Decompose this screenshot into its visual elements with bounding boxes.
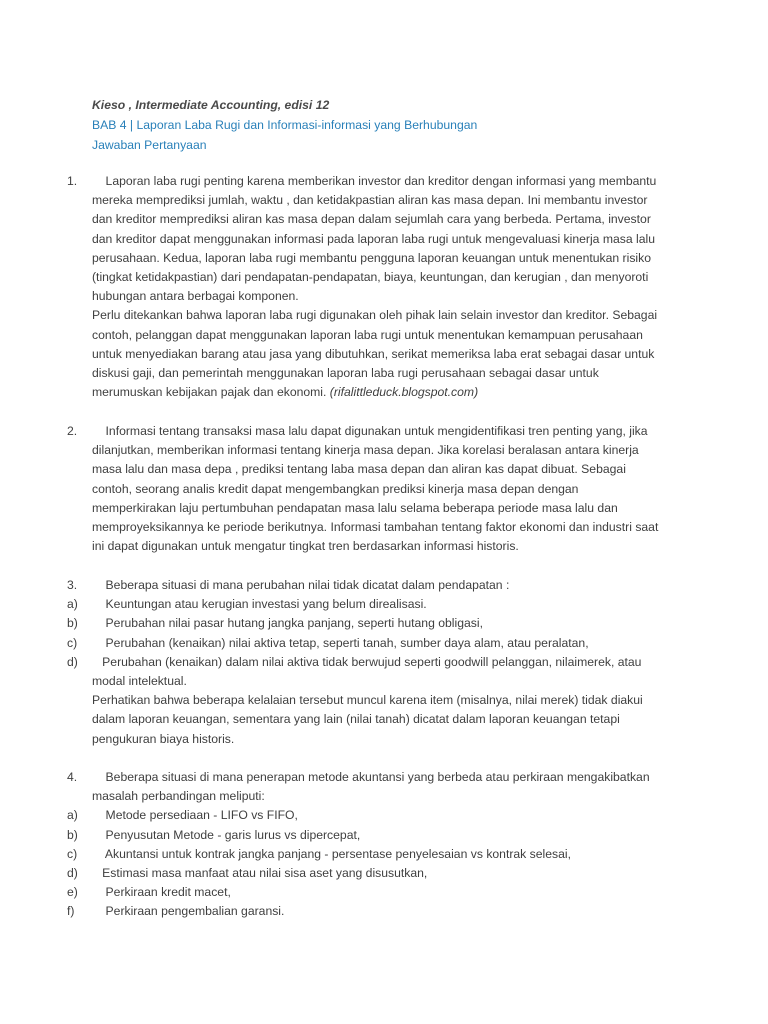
answer-intro: masalah perbandingan meliputi: <box>92 789 265 804</box>
list-label: c) <box>67 846 78 861</box>
answer-line <box>92 383 707 402</box>
answer-line: perusahaan. Kedua, laporan laba rugi membantu pengguna laporan keuangan untuk menentukan risiko <box>92 250 651 265</box>
answer-line: modal intelektual. <box>92 674 187 689</box>
list-label: b) <box>67 827 78 842</box>
answer-2 <box>67 422 707 556</box>
answer-line: ini dapat digunakan untuk mengatur tingkat tren berdasarkan informasi historis. <box>92 539 519 554</box>
book-title: Kieso , Intermediate Accounting, edisi 12 <box>92 98 330 112</box>
answer-number: 3. <box>67 578 78 592</box>
list-item <box>67 614 707 633</box>
answer-line-text: merumuskan kebijakan pajak dan ekonomi. <box>92 385 330 400</box>
list-item <box>67 864 707 883</box>
answer-line: contoh, seorang analis kredit dapat mengembangkan prediksi kinerja masa depan dengan <box>92 481 579 496</box>
list-label: a) <box>67 597 78 612</box>
list-label: e) <box>67 885 78 900</box>
answer-1 <box>67 172 707 402</box>
list-text: Perubahan (kenaikan) dalam nilai aktiva tidak berwujud seperti goodwill pelanggan, nilaimerek, atau <box>92 654 642 669</box>
list-item <box>67 653 707 672</box>
list-text: Perubahan (kenaikan) nilai aktiva tetap, seperti tanah, sumber daya alam, atau peralatan, <box>92 635 589 650</box>
list-item <box>67 595 707 614</box>
section-subtitle[interactable]: Jawaban Pertanyaan <box>92 138 207 152</box>
list-text: Perkiraan pengembalian garansi. <box>92 904 285 919</box>
answer-intro: Beberapa situasi di mana penerapan metode akuntansi yang berbeda atau perkiraan mengakibatkan <box>92 770 650 784</box>
list-label: d) <box>67 654 78 669</box>
answer-line: Perlu ditekankan bahwa laporan laba rugi digunakan oleh pihak lain selain investor dan kreditor. Sebagai <box>92 308 658 323</box>
answer-line: dilanjutkan, memberikan informasi tentang kinerja masa depan. Jika korelasi beralasan antara kinerja <box>92 443 639 458</box>
answer-4 <box>67 768 707 922</box>
answer-line: hubungan antara berbagai komponen. <box>92 289 299 304</box>
list-text: Metode persediaan - LIFO vs FIFO, <box>92 808 298 823</box>
list-label: d) <box>67 866 78 881</box>
answer-line: mereka memprediksi jumlah, waktu , dan ketidakpastian aliran kas masa depan. Ini membantu investor <box>92 193 648 208</box>
list-label: a) <box>67 808 78 823</box>
answer-line: memproyeksikannya ke periode berikutnya. Informasi tambahan tentang faktor ekonomi dan industri saat <box>92 520 659 535</box>
answer-line: dan kreditor memprediksi aliran kas masa depan dalam sejumlah cara yang berbeda. Pertama, investor <box>92 212 651 227</box>
answer-line: masa lalu dan masa depa , prediksi tentang laba masa depan dan aliran kas dapat dibuat. Sebagai <box>92 462 626 477</box>
list-label: c) <box>67 635 78 650</box>
answer-line: Informasi tentang transaksi masa lalu dapat digunakan untuk mengidentifikasi tren penting yang, jika <box>92 424 648 438</box>
list-label: b) <box>67 616 78 631</box>
answer-intro: Beberapa situasi di mana perubahan nilai tidak dicatat dalam pendapatan : <box>92 578 510 592</box>
answer-line: pengukuran biaya historis. <box>92 731 235 746</box>
answer-number: 1. <box>67 174 78 188</box>
list-text: Penyusutan Metode - garis lurus vs dipercepat, <box>92 827 361 842</box>
list-text: Akuntansi untuk kontrak jangka panjang - persentase penyelesaian vs kontrak selesai, <box>92 846 571 861</box>
answer-line: (tingkat ketidakpastian) dari pendapatan-pendapatan, biaya, keuntungan, dan kerugian , dan menyoroti <box>92 270 649 285</box>
answer-number: 2. <box>67 424 78 438</box>
answer-line: Perhatikan bahwa beberapa kelalaian tersebut muncul karena item (misalnya, nilai merek) tidak diakui <box>92 693 643 708</box>
document-header <box>92 95 477 155</box>
answer-line: dalam laporan keuangan, sementara yang lain (nilai tanah) dicatat dalam laporan keuangan tetapi <box>92 712 620 727</box>
list-text: Perubahan nilai pasar hutang jangka panjang, seperti hutang obligasi, <box>92 616 483 631</box>
list-text: Keuntungan atau kerugian investasi yang belum direalisasi. <box>92 597 427 612</box>
source-citation: (rifalittleduck.blogspot.com) <box>329 385 479 400</box>
answer-line: contoh, pelanggan dapat menggunakan laporan laba rugi untuk menentukan kemampuan perusahaan <box>92 327 643 342</box>
list-label: f) <box>67 904 75 919</box>
list-item <box>67 634 707 653</box>
list-text: Estimasi masa manfaat atau nilai sisa aset yang disusutkan, <box>92 866 428 881</box>
list-item <box>67 883 707 902</box>
answer-line: Laporan laba rugi penting karena memberikan investor dan kreditor dengan informasi yang membantu <box>92 174 657 188</box>
list-text: Perkiraan kredit macet, <box>92 885 231 900</box>
list-item <box>67 826 707 845</box>
answer-line: memperkirakan laju pertumbuhan pendapatan masa lalu selama beberapa periode masa lalu dan <box>92 500 618 515</box>
answer-3 <box>67 576 707 749</box>
answer-number: 4. <box>67 770 78 784</box>
answer-line: dan kreditor dapat menggunakan informasi pada laporan laba rugi untuk mengevaluasi kinerja masa lalu <box>92 231 656 246</box>
chapter-title[interactable]: BAB 4 | Laporan Laba Rugi dan Informasi-informasi yang Berhubungan <box>92 118 478 132</box>
answer-line: diskusi gaji, dan pemerintah menggunakan laporan laba rugi perusahaan sebagai dasar untuk <box>92 366 599 381</box>
list-item <box>67 806 707 825</box>
list-item <box>67 845 707 864</box>
answer-line: untuk menyediakan barang atau jasa yang dibutuhkan, serikat memeriksa laba erat sebagai dasar untuk <box>92 346 655 361</box>
list-item <box>67 902 707 921</box>
